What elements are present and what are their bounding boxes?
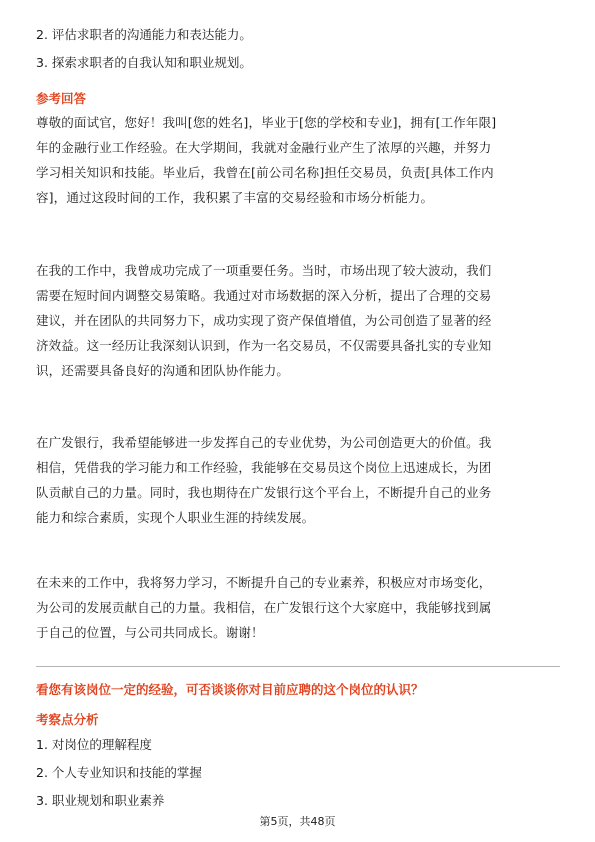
paragraph-line: 济效益。这一经历让我深刻认识到，作为一名交易员，不仅需要具备扎实的专业知 <box>36 338 492 353</box>
answer-heading: 参考回答 <box>36 91 87 106</box>
section-divider <box>36 666 560 667</box>
answer-paragraph-1 <box>36 110 566 210</box>
paragraph-line: 需要在短时间内调整交易策略。我通过对市场数据的深入分析，提出了合理的交易 <box>36 288 492 303</box>
paragraph-line: 在未来的工作中，我将努力学习，不断提升自己的专业素养，积极应对市场变化， <box>36 575 492 590</box>
paragraph-line: 在广发银行，我希望能够进一步发挥自己的专业优势，为公司创造更大的价值。我 <box>36 435 492 450</box>
paragraph-line: 识，还需要具备良好的沟通和团队协作能力。 <box>36 363 290 378</box>
objective-item-2: 2. 评估求职者的沟通能力和表达能力。 <box>36 27 252 42</box>
page-number-footer: 第5页，共48页 <box>259 815 336 828</box>
answer-paragraph-3 <box>36 430 566 530</box>
answer-paragraph-2 <box>36 258 566 383</box>
paragraph-line: 能力和综合素质，实现个人职业生涯的持续发展。 <box>36 510 315 525</box>
paragraph-line: 建议，并在团队的共同努力下，成功实现了资产保值增值，为公司创造了显著的经 <box>36 313 492 328</box>
analysis-item-1: 1. 对岗位的理解程度 <box>36 737 152 752</box>
paragraph-line: 为公司的发展贡献自己的力量。我相信，在广发银行这个大家庭中，我能够找到属 <box>36 600 492 615</box>
analysis-heading: 考察点分析 <box>36 712 99 727</box>
answer-paragraph-4 <box>36 570 566 645</box>
paragraph-line: 年的金融行业工作经验。在大学期间，我就对金融行业产生了浓厚的兴趣，并努力 <box>36 140 492 155</box>
interview-question: 看您有该岗位一定的经验，可否谈谈你对目前应聘的这个岗位的认识？ <box>36 682 424 697</box>
paragraph-line: 在我的工作中，我曾成功完成了一项重要任务。当时，市场出现了较大波动，我们 <box>36 263 492 278</box>
paragraph-line: 相信，凭借我的学习能力和工作经验，我能够在交易员这个岗位上迅速成长，为团 <box>36 460 492 475</box>
paragraph-line: 学习相关知识和技能。毕业后，我曾在[前公司名称]担任交易员，负责[具体工作内 <box>36 165 494 180</box>
paragraph-line: 于自己的位置，与公司共同成长。谢谢！ <box>36 625 264 640</box>
objective-item-3: 3. 探索求职者的自我认知和职业规划。 <box>36 55 252 70</box>
paragraph-line: 队贡献自己的力量。同时，我也期待在广发银行这个平台上，不断提升自己的业务 <box>36 485 492 500</box>
paragraph-line: 尊敬的面试官，您好！我叫[您的姓名]，毕业于[您的学校和专业]，拥有[工作年限] <box>36 115 497 130</box>
analysis-item-2: 2. 个人专业知识和技能的掌握 <box>36 765 202 780</box>
paragraph-line: 容]，通过这段时间的工作，我积累了丰富的交易经验和市场分析能力。 <box>36 190 434 205</box>
analysis-item-3: 3. 职业规划和职业素养 <box>36 793 165 808</box>
